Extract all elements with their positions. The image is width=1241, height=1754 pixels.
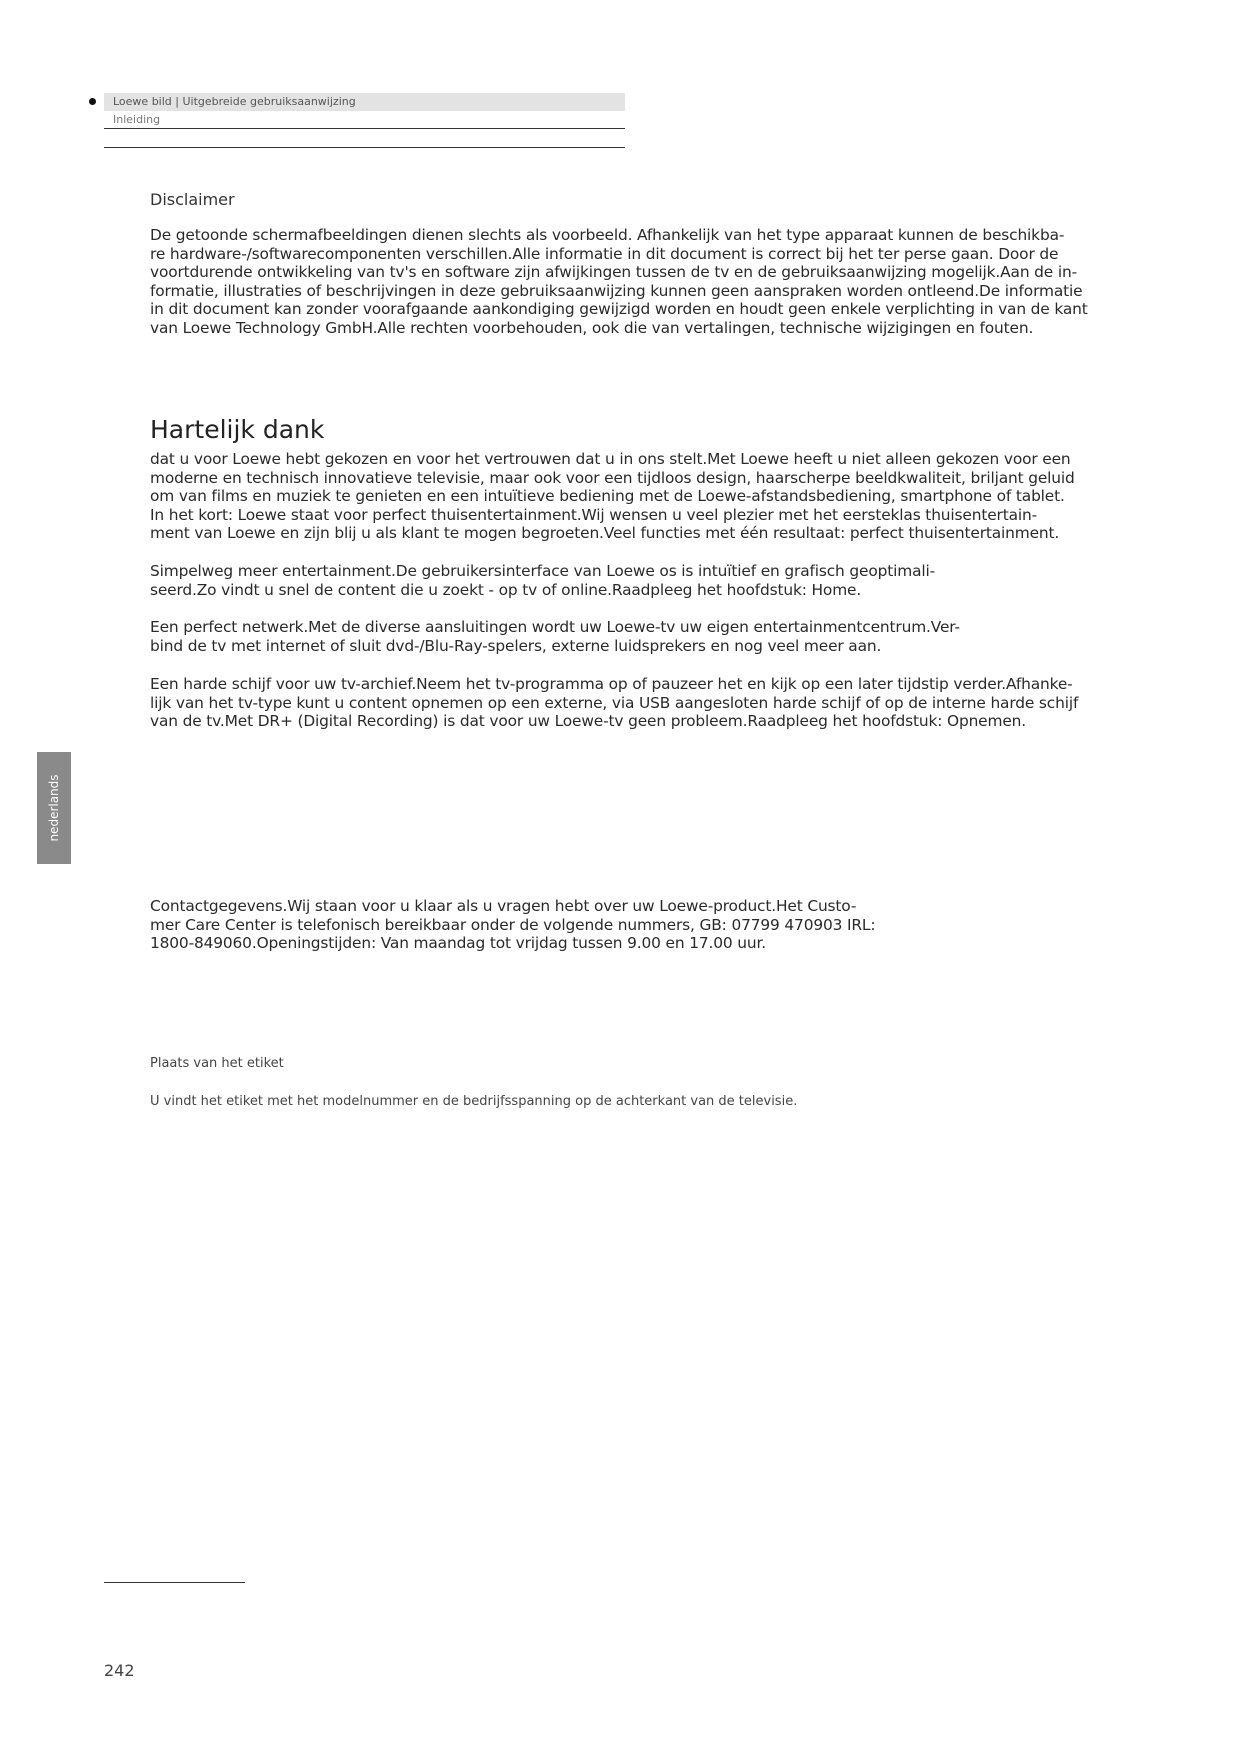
bullet-dot — [89, 98, 96, 105]
header-section: Inleiding — [113, 113, 161, 126]
header-title: Loewe bild | Uitgebreide gebruiksaanwijzing — [113, 95, 356, 108]
header-rule-bottom — [104, 147, 625, 148]
thanks-intro: dat u voor Loewe hebt gekozen en voor het vertrouwen dat u in ons stelt.Met Loewe heeft u niet alleen gekozen voor een moderne en technisch innovatieve televisie, maar ook voor een tijdloos design, haarscherpe beeldkwaliteit, briljant geluid om van films en muziek te genieten en een intuïtieve bediening met de Loewe-afstandsbediening, smartphone of tablet. In het kort: Loewe staat voor perfect thuisentertainment.Wij wensen u veel plezier met het eersteklas thuisentertain- ment van Loewe en zijn blij u als klant te mogen begroeten.Veel functies met één resultaat: perfect thuisentertainment. — [150, 450, 1075, 543]
header-rule — [104, 128, 625, 129]
network-paragraph: Een perfect netwerk.Met de diverse aansluitingen wordt uw Loewe-tv uw eigen entertainmentcentrum.Ver- bind de tv met internet of sluit dvd-/Blu-Ray-spelers, externe luidsprekers en nog veel meer aan. — [150, 618, 960, 655]
disclaimer-heading: Disclaimer — [150, 190, 235, 209]
entertainment-paragraph: Simpelweg meer entertainment.De gebruikersinterface van Loewe os is intuïtief en grafisch geoptimali- seerd.Zo vindt u snel de content die u zoekt - op tv of online.Raadpleeg het hoofdstuk: Home. — [150, 562, 936, 599]
label-location-text: U vindt het etiket met het modelnummer en de bedrijfsspanning op de achterkant van de televisie. — [150, 1094, 798, 1109]
footer-rule — [104, 1582, 245, 1583]
label-location-heading: Plaats van het etiket — [150, 1056, 284, 1071]
harddisk-paragraph: Een harde schijf voor uw tv-archief.Neem het tv-programma op of pauzeer het en kijk op een later tijdstip verder.Afhanke- lijk van het tv-type kunt u content opnemen op een externe, via USB aangesloten harde schijf of op de interne harde schijf van de tv.Met DR+ (Digital Recording) is dat voor uw Loewe-tv geen probleem.Raadpleeg het hoofdstuk: Opnemen. — [150, 675, 1079, 731]
thanks-heading: Hartelijk dank — [150, 415, 325, 444]
disclaimer-text: De getoonde schermafbeeldingen dienen slechts als voorbeeld. Afhankelijk van het type apparaat kunnen de beschikba- re hardware-/softwarecomponenten verschillen.Alle informatie in dit document is correct bij het ter perse gaan. Door de voortdurende ontwikkeling van tv's en software zijn afwijkingen tussen de tv en de gebruiksaanwijzing mogelijk.Aan de in- formatie, illustraties of beschrijvingen in deze gebruiksaanwijzing kunnen geen aanspraken worden ontleend.De informatie in dit document kan zonder voorafgaande aankondiging gewijzigd worden en houdt geen enkele verplichting in van de kant van Loewe Technology GmbH.Alle rechten voorbehouden, ook die van vertalingen, technische wijzigingen en fouten. — [150, 226, 1088, 337]
page-number: 242 — [104, 1661, 135, 1680]
language-tab-label: nederlands — [47, 774, 61, 842]
contact-paragraph: Contactgegevens.Wij staan voor u klaar als u vragen hebt over uw Loewe-product.Het Custo- mer Care Center is telefonisch bereikbaar onder de volgende nummers, GB: 07799 470903 IRL: 1800-849060.Openingstijden: Van maandag tot vrijdag tussen 9.00 en 17.00 uur. — [150, 897, 876, 953]
